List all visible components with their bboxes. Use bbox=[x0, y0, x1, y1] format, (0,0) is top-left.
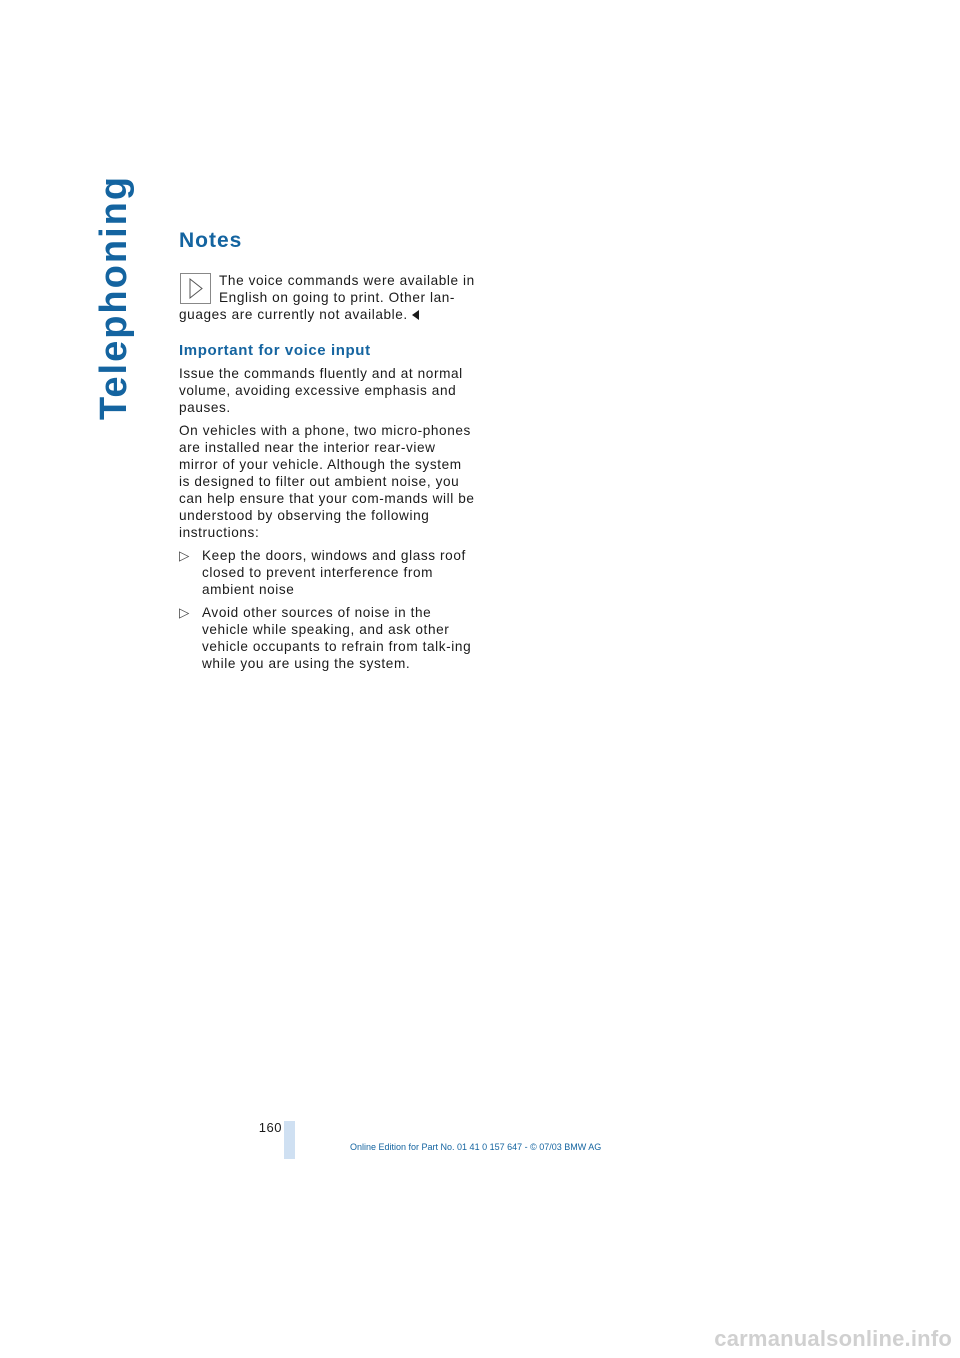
list-item-text: Keep the doors, windows and glass roof closed to prevent interference from ambient noise bbox=[202, 548, 466, 597]
chapter-tab-title: Telephoning bbox=[93, 174, 135, 420]
note-text: The voice commands were available in English on going to print. Other lan-guages are currently not available. bbox=[179, 273, 475, 322]
paragraph: Issue the commands fluently and at normal volume, avoiding excessive emphasis and pauses. bbox=[179, 366, 463, 415]
section-heading: Important for voice input bbox=[179, 342, 371, 359]
bullet-arrow-icon: ▷ bbox=[179, 605, 191, 620]
edition-line: Online Edition for Part No. 01 41 0 157 647 - © 07/03 BMW AG bbox=[350, 1142, 602, 1152]
bullet-arrow-icon: ▷ bbox=[179, 548, 191, 563]
note-box bbox=[179, 272, 475, 323]
page-content bbox=[179, 226, 475, 678]
page-number: 160 bbox=[258, 1120, 282, 1135]
list-item bbox=[179, 604, 475, 672]
note-arrow-icon bbox=[180, 273, 211, 304]
list-item bbox=[179, 547, 475, 598]
end-mark-icon bbox=[412, 310, 419, 320]
watermark: carmanualsonline.info bbox=[714, 1326, 952, 1351]
notes-heading: Notes bbox=[179, 229, 243, 252]
margin-bar bbox=[284, 1121, 295, 1159]
instruction-list bbox=[179, 547, 475, 672]
paragraph: On vehicles with a phone, two micro-phones are installed near the interior rear-view mirror of your vehicle. Although the system is designed to filter out ambient noise, you can help ensure that your com-mands will be understood by observing the following instructions: bbox=[179, 423, 475, 540]
list-item-text: Avoid other sources of noise in the vehicle while speaking, and ask other vehicle occupants to refrain from talk-ing while you are using the system. bbox=[202, 605, 472, 671]
